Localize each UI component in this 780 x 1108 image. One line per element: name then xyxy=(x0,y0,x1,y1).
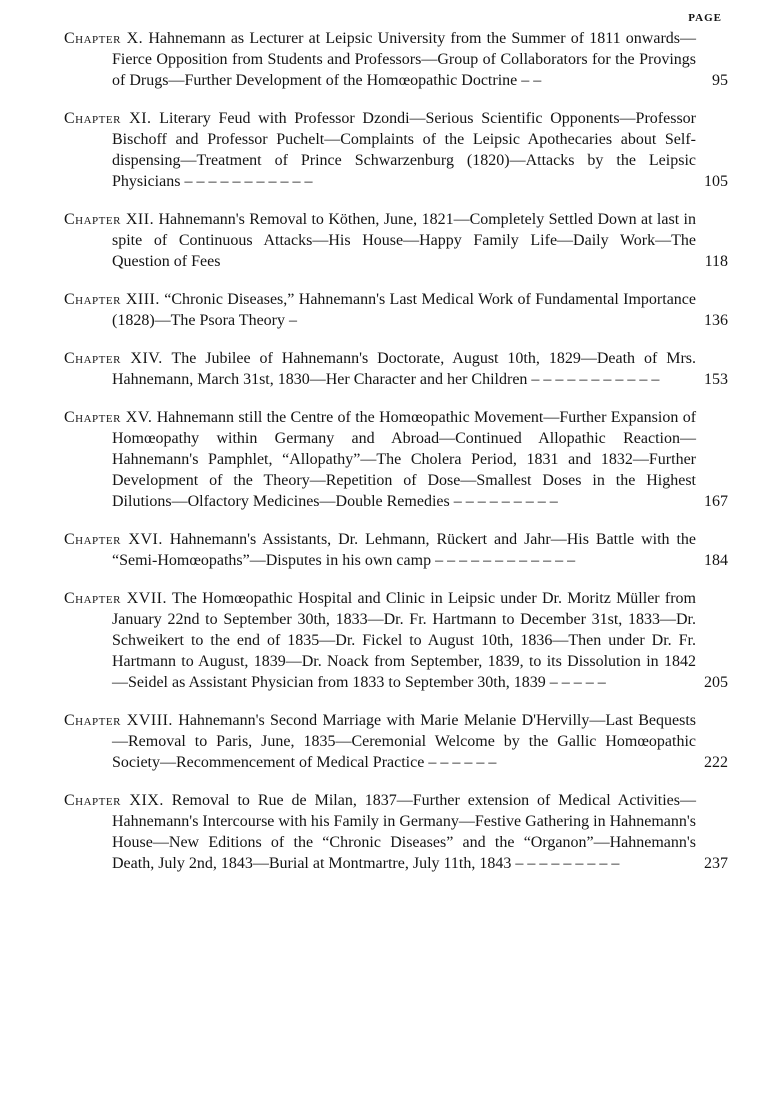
dot-leader: – – – – – – – – – – – xyxy=(531,371,660,388)
chapter-label: Chapter XVI. xyxy=(64,531,163,548)
chapter-label: Chapter XIV. xyxy=(64,350,163,367)
toc-entry-chapter-12 xyxy=(64,209,728,272)
chapter-title: Hahnemann as Lecturer at Leipsic University from the Summer of 1811 onwards—Fierce Opposition from Students and Professors—Group of Collaborators for the Provings of Drugs—Further Development of the Homœopathic Doctrine xyxy=(112,30,697,89)
page-number: 167 xyxy=(704,493,728,510)
dot-leader: – – – – – – xyxy=(428,754,497,771)
page-number: 205 xyxy=(704,674,728,691)
page-number: 222 xyxy=(704,754,728,771)
chapter-title: Hahnemann's Second Marriage with Marie Melanie D'Hervilly—Last Bequests—Removal to Paris, June, 1835—Ceremonial Welcome by the Gallic Homœopathic Society—Recommencement of Medical Practice xyxy=(112,712,697,771)
chapter-label: Chapter XI. xyxy=(64,110,152,127)
toc-entry-chapter-17 xyxy=(64,588,728,693)
dot-leader: – – – – – – – – – xyxy=(453,493,558,510)
toc-entry-chapter-16 xyxy=(64,529,728,571)
chapter-title: Hahnemann's Assistants, Dr. Lehmann, Rückert and Jahr—His Battle with the “Semi-Homœopaths”—Disputes in his own camp xyxy=(112,531,697,569)
toc-entry-body xyxy=(64,710,696,773)
dot-leader: – xyxy=(289,312,297,329)
chapter-label: Chapter XIII. xyxy=(64,291,160,308)
toc-entry-chapter-11 xyxy=(64,108,728,192)
dot-leader: – – – – – – – – – xyxy=(515,855,620,872)
chapter-title: Literary Feud with Professor Dzondi—Serious Scientific Opponents—Professor Bischoff and Professor Puchelt—Complaints of the Leipsic Apothecaries about Self-dispensing—Treatment of Prince Schwarzenburg (1820)—Attacks by the Leipsic Physicians xyxy=(112,110,696,190)
toc-entry-body xyxy=(64,28,696,91)
chapter-label: Chapter X. xyxy=(64,30,144,47)
chapter-title: Removal to Rue de Milan, 1837—Further extension of Medical Activities—Hahnemann's Intercourse with his Family in Germany—Festive Gathering in Hahnemann's House—New Editions of the “Chronic Diseases” and the “Organon”—Hahnemann's Death, July 2nd, 1843—Burial at Montmartre, July 11th, 1843 xyxy=(112,792,696,872)
chapter-label: Chapter XVIII. xyxy=(64,712,173,729)
page-number: 95 xyxy=(712,72,728,89)
toc-entry-body xyxy=(64,289,696,331)
page-number: 136 xyxy=(704,312,728,329)
toc-entry-chapter-18 xyxy=(64,710,728,773)
chapter-label: Chapter XII. xyxy=(64,211,155,228)
toc-entry-body xyxy=(64,108,696,192)
chapter-title: Hahnemann still the Centre of the Homœopathic Movement—Further Expansion of Homœopathy within Germany and Abroad—Continued Allopathic Reaction—Hahnemann's Pamphlet, “Allopathy”—The Cholera Period, 1831 and 1832—Further Development of the Theory—Repetition of Dose—Smallest Doses in the Highest Dilutions—Olfactory Medicines—Double Remedies xyxy=(112,409,697,510)
chapter-title: Hahnemann's Removal to Köthen, June, 1821—Completely Settled Down at last in spite of Continuous Attacks—His House—Happy Family Life—Daily Work—The Question of Fees xyxy=(112,211,697,270)
toc-entry-chapter-10 xyxy=(64,28,728,91)
page-number: 237 xyxy=(704,855,728,872)
chapter-title: “Chronic Diseases,” Hahnemann's Last Medical Work of Fundamental Importance (1828)—The Psora Theory xyxy=(112,291,696,329)
dot-leader: – – xyxy=(521,72,542,89)
toc-entry-chapter-19 xyxy=(64,790,728,874)
toc-entry-body xyxy=(64,407,696,512)
toc-entry-body xyxy=(64,348,696,390)
toc-entry-body xyxy=(64,588,696,693)
page-number: 153 xyxy=(704,371,728,388)
page-number: 184 xyxy=(704,552,728,569)
toc-entry-chapter-15 xyxy=(64,407,728,512)
dot-leader: – – – – – xyxy=(549,674,606,691)
dot-leader: – – – – – – – – – – – – xyxy=(435,552,576,569)
page-number: 105 xyxy=(704,173,728,190)
dot-leader: – – – – – – – – – – – xyxy=(184,173,313,190)
chapter-label: Chapter XV. xyxy=(64,409,153,426)
table-of-contents xyxy=(64,28,728,891)
chapter-label: Chapter XIX. xyxy=(64,792,164,809)
chapter-title: The Homœopathic Hospital and Clinic in Leipsic under Dr. Moritz Müller from January 22nd to September 30th, 1833—Dr. Fr. Hartmann to December 31st, 1833—Dr. Schweikert to the end of 1835—Dr. Fickel to August 10th, 1836—Then under Dr. Fr. Hartmann to August, 1839—Dr. Noack from September, 1839, to its Dissolution in 1842—Seidel as Assistant Physician from 1833 to September 30th, 1839 xyxy=(112,590,696,691)
toc-entry-chapter-14 xyxy=(64,348,728,390)
toc-entry-body xyxy=(64,790,696,874)
toc-entry-chapter-13 xyxy=(64,289,728,331)
page-number: 118 xyxy=(704,253,728,270)
toc-entry-body xyxy=(64,529,696,571)
chapter-label: Chapter XVII. xyxy=(64,590,167,607)
toc-entry-body xyxy=(64,209,696,272)
page-column-label: PAGE xyxy=(688,12,722,24)
chapter-title: The Jubilee of Hahnemann's Doctorate, August 10th, 1829—Death of Mrs. Hahnemann, March 31st, 1830—Her Character and her Children xyxy=(112,350,697,388)
